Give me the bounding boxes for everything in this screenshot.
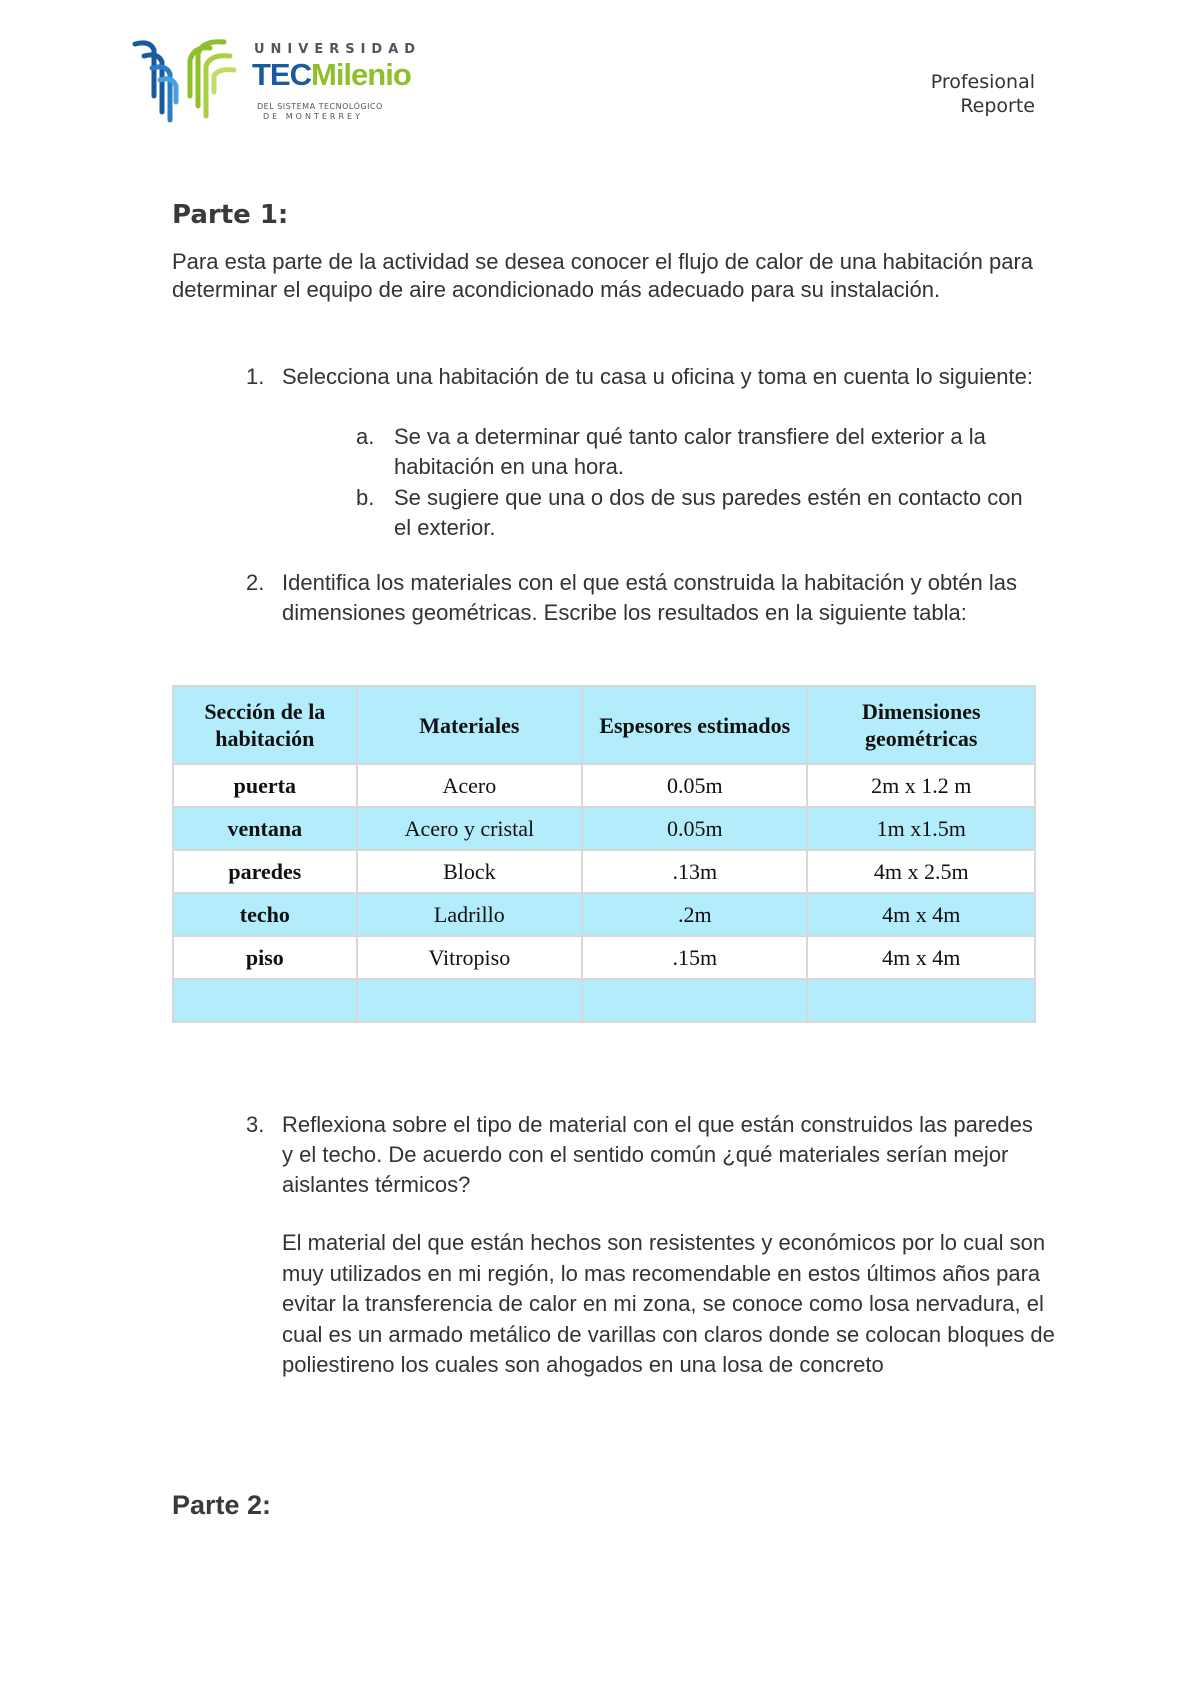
table-cell: .2m xyxy=(582,893,807,936)
logo-brand-tec: TEC xyxy=(252,57,311,92)
logo-emblem-icon xyxy=(130,36,250,126)
table-cell: 4m x 4m xyxy=(807,936,1035,979)
table-cell: 1m x1.5m xyxy=(807,807,1035,850)
table-cell: puerta xyxy=(173,764,357,807)
table-row xyxy=(173,979,1035,1022)
header-right xyxy=(931,70,1035,118)
list-item-2-text: Identifica los materiales con el que está construida la habitación y obtén las dimensiones geométricas. Escribe los resultados en la siguiente tabla: xyxy=(282,570,1017,625)
table-cell: Acero y cristal xyxy=(357,807,582,850)
sub-item-b xyxy=(356,483,1036,543)
list-item-1-number: 1. xyxy=(246,364,265,389)
table-cell: 4m x 2.5m xyxy=(807,850,1035,893)
sub-item-b-letter: b. xyxy=(356,485,375,510)
logo-brand-text xyxy=(252,57,411,93)
table-cell: ventana xyxy=(173,807,357,850)
table-header-cell: Espesores estimados xyxy=(582,686,807,764)
list-item-2-number: 2. xyxy=(246,570,265,595)
table-cell: piso xyxy=(173,936,357,979)
table-cell: .13m xyxy=(582,850,807,893)
table-cell xyxy=(582,979,807,1022)
part1-intro: Para esta parte de la actividad se desea conocer el flujo de calor de una habitación para determinar el equipo de aire acondicionado más adecuado para su instalación. xyxy=(172,249,1034,302)
university-logo xyxy=(130,36,420,126)
table-row xyxy=(173,850,1035,893)
table-cell: 0.05m xyxy=(582,807,807,850)
answer-paragraph: El material del que están hechos son resistentes y económicos por lo cual son muy utilizados en mi región, lo mas recomendable en estos últimos años para evitar la transferencia de calor en mi zona, se conoce como losa nervadura, el cual es un armado metálico de varillas con claros donde se colocan bloques de poliestireno los cuales son ahogados en una losa de concreto xyxy=(282,1230,1055,1377)
table-header-cell: Sección de la habitación xyxy=(173,686,357,764)
table-cell: .15m xyxy=(582,936,807,979)
table-row xyxy=(173,807,1035,850)
list-item-3-number: 3. xyxy=(246,1112,265,1137)
table-row xyxy=(173,936,1035,979)
header-line2: Reporte xyxy=(960,95,1035,117)
logo-subtitle-line2: DE MONTERREY xyxy=(263,112,363,121)
table-cell: Acero xyxy=(357,764,582,807)
list-item-2 xyxy=(246,568,1036,628)
table-header-row xyxy=(173,686,1035,764)
table-header-cell: Dimensiones geométricas xyxy=(807,686,1035,764)
logo-brand-milenio: Milenio xyxy=(311,57,411,92)
table-cell: Vitropiso xyxy=(357,936,582,979)
table-cell: 2m x 1.2 m xyxy=(807,764,1035,807)
part2-title: Parte 2: xyxy=(172,1490,272,1520)
list-item-1-text: Selecciona una habitación de tu casa u oficina y toma en cuenta lo siguiente: xyxy=(282,364,1033,389)
list-item-1 xyxy=(246,362,1036,392)
table-cell xyxy=(357,979,582,1022)
table-cell xyxy=(173,979,357,1022)
table-cell: 0.05m xyxy=(582,764,807,807)
table-cell: Ladrillo xyxy=(357,893,582,936)
table-header-cell: Materiales xyxy=(357,686,582,764)
sub-item-a-letter: a. xyxy=(356,424,375,449)
logo-subtitle-line1: DEL SISTEMA TECNOLÓGICO xyxy=(257,102,383,111)
table-cell: Block xyxy=(357,850,582,893)
list-item-3 xyxy=(246,1110,1036,1200)
table-cell xyxy=(807,979,1035,1022)
table-row xyxy=(173,893,1035,936)
sub-item-b-text: Se sugiere que una o dos de sus paredes estén en contacto con el exterior. xyxy=(394,485,1023,540)
part1-title: Parte 1: xyxy=(172,200,289,230)
list-item-3-text: Reflexiona sobre el tipo de material con el que están construidos las paredes y el techo. De acuerdo con el sentido común ¿qué materiales serían mejor aislantes térmicos? xyxy=(282,1112,1033,1197)
logo-universidad-text: UNIVERSIDAD xyxy=(254,42,422,57)
sub-item-a-text: Se va a determinar qué tanto calor transfiere del exterior a la habitación en una hora. xyxy=(394,424,986,479)
table-cell: paredes xyxy=(173,850,357,893)
sub-item-a xyxy=(356,422,1036,482)
table-cell: techo xyxy=(173,893,357,936)
table-cell: 4m x 4m xyxy=(807,893,1035,936)
materials-table xyxy=(172,685,1036,1023)
table-row xyxy=(173,764,1035,807)
header-line1: Profesional xyxy=(930,71,1035,93)
